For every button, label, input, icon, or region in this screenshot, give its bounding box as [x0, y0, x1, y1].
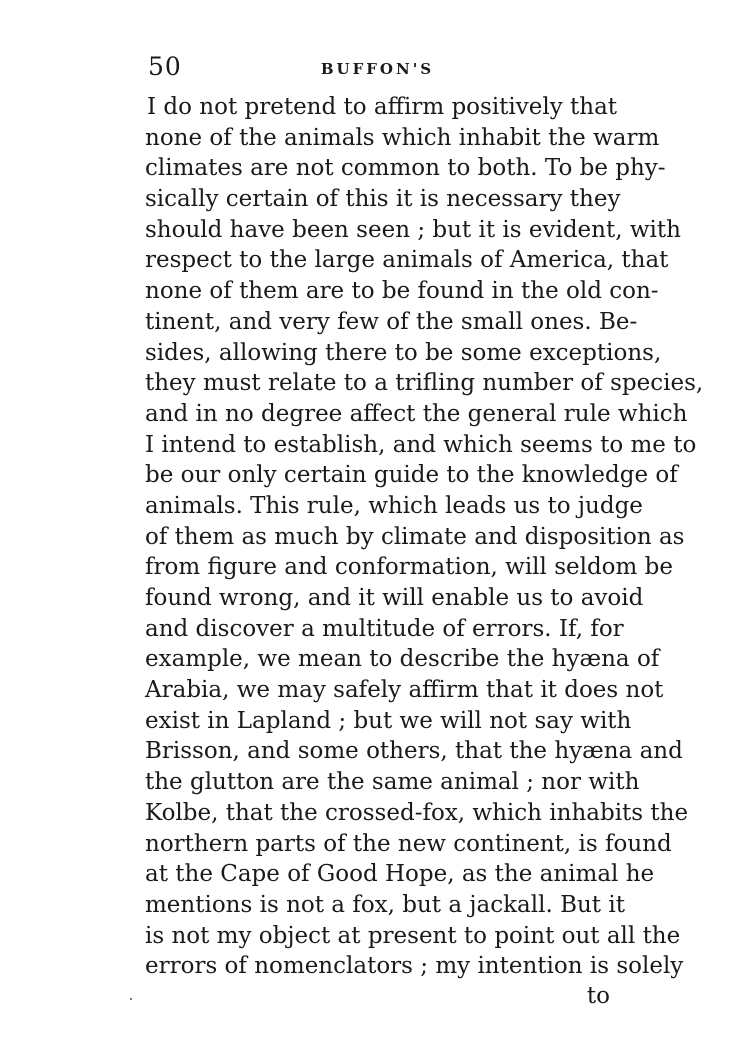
text-line: climates are not common to both. To be phy-: [145, 155, 666, 182]
text-line: mentions is not a fox, but a jackall. But it: [145, 891, 625, 918]
text-line: should have been seen ; but it is evident, with: [145, 216, 681, 243]
text-line: they must relate to a trifling number of species,: [145, 370, 704, 397]
running-title: BUFFON'S: [320, 60, 435, 78]
page-number: 50: [148, 52, 182, 81]
text-line: none of them are to be found in the old con-: [145, 278, 659, 305]
text-line: errors of nomenclators ; my intention is solely: [145, 953, 684, 980]
text-line: Arabia, we may safely affirm that it does not: [145, 677, 664, 704]
text-line: I intend to establish, and which seems to me to: [145, 431, 697, 458]
text-line: animals. This rule, which leads us to judge: [145, 492, 643, 519]
text-line: I do not pretend to affirm positively that: [147, 94, 618, 120]
text-line: northern parts of the new continent, is found: [145, 830, 672, 857]
body-text: [145, 92, 704, 982]
text-line: tinent, and very few of the small ones. Be-: [145, 308, 638, 335]
print-speck: [130, 998, 132, 1000]
text-line: of them as much by climate and disposition as: [145, 523, 685, 550]
text-line: sically certain of this it is necessary they: [145, 186, 621, 213]
text-line: the glutton are the same animal ; nor with: [145, 769, 640, 796]
running-head: [140, 52, 615, 82]
text-line: sides, allowing there to be some exceptions,: [145, 339, 662, 366]
text-line: exist in Lapland ; but we will not say with: [145, 707, 632, 734]
text-line: and in no degree affect the general rule which: [145, 400, 688, 427]
text-line: found wrong, and it will enable us to avoid: [145, 585, 644, 611]
text-line: respect to the large animals of America, that: [145, 247, 669, 274]
catchword: to: [586, 983, 610, 1009]
text-line: Kolbe, that the crossed-fox, which inhabits the: [145, 799, 689, 826]
text-line: be our only certain guide to the knowledge of: [145, 462, 678, 489]
text-line: example, we mean to describe the hyæna of: [145, 646, 660, 673]
text-line: and discover a multitude of errors. If, for: [145, 615, 624, 642]
text-line: from figure and conformation, will seldom be: [145, 554, 673, 581]
text-line: is not my object at present to point out all the: [145, 922, 681, 949]
text-line: none of the animals which inhabit the warm: [145, 124, 660, 151]
text-line: Brisson, and some others, that the hyæna and: [145, 738, 683, 765]
text-line: at the Cape of Good Hope, as the animal he: [145, 861, 655, 888]
